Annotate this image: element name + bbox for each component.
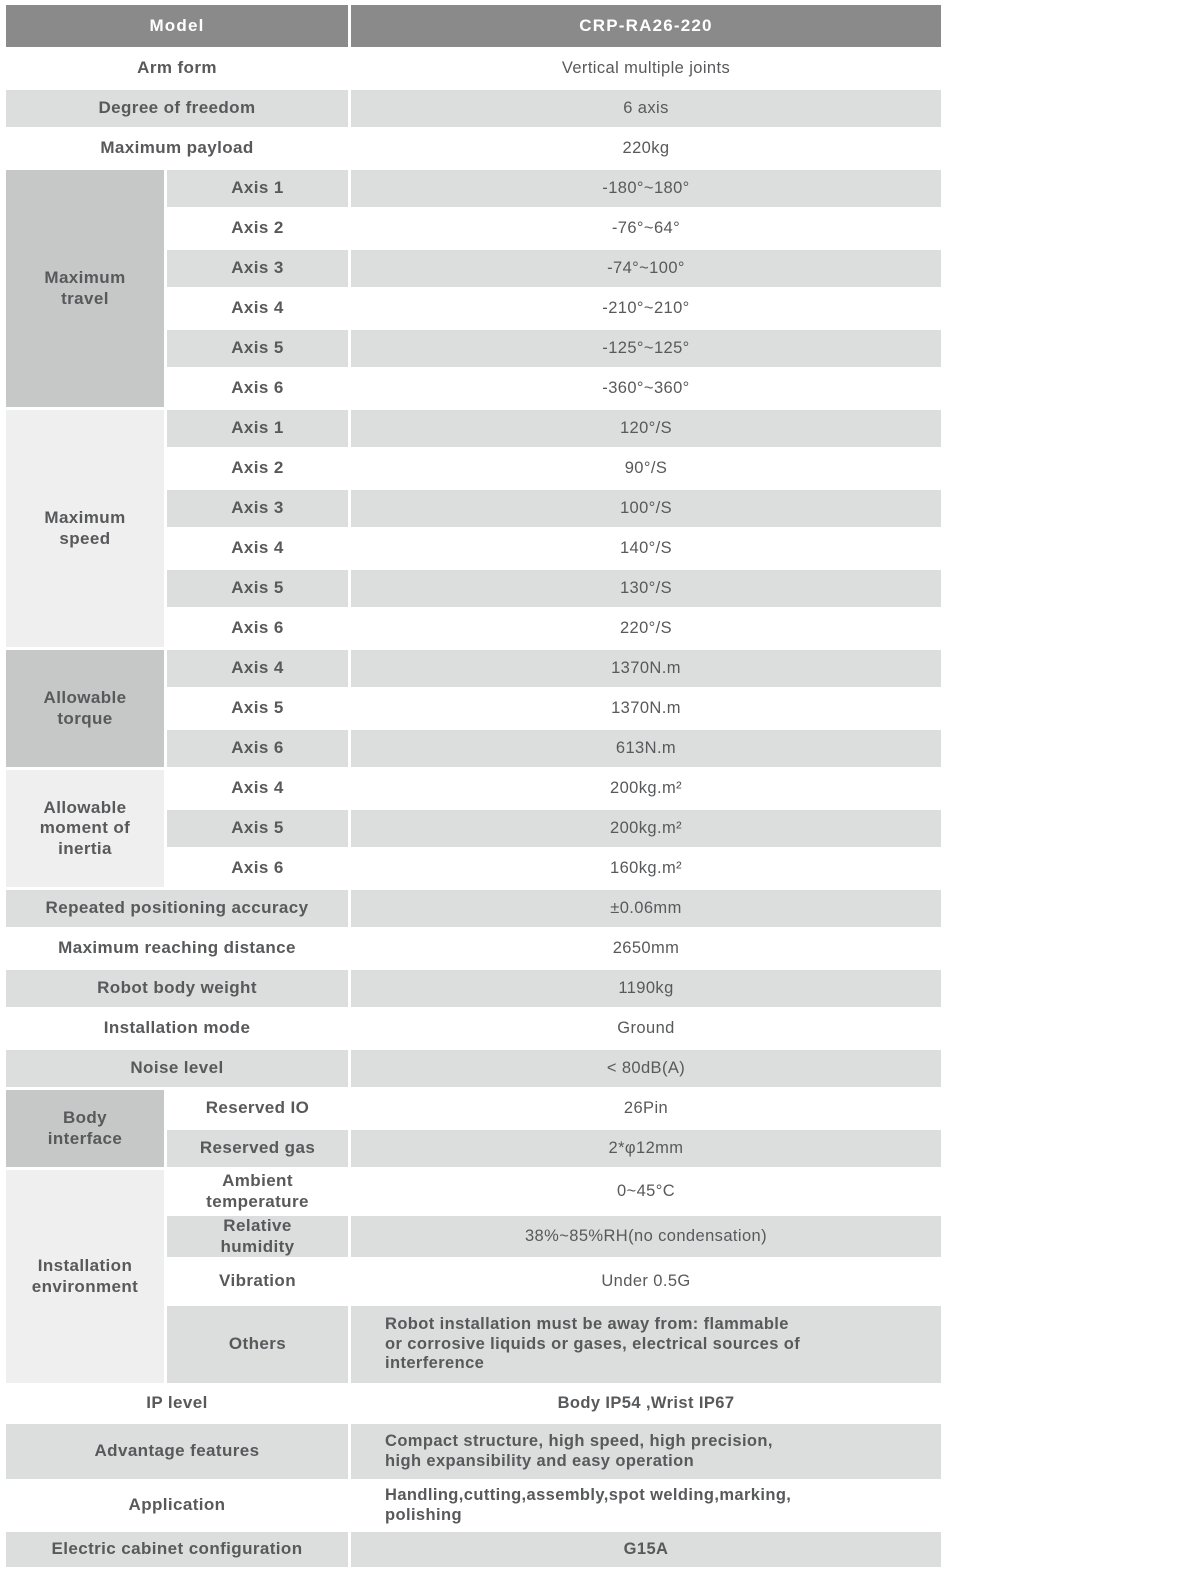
row-value-line: or corrosive liquids or gases, electrical sources of [385, 1334, 801, 1353]
row-value: 26Pin [623, 1098, 669, 1117]
row-label-cell [6, 930, 348, 967]
row-value-cell [351, 210, 941, 247]
row-value-cell [351, 90, 941, 127]
row-value: 120°/S [619, 418, 673, 437]
row-label-cell [6, 1386, 348, 1421]
row-value: -74°~100° [607, 258, 685, 277]
row-value-cell [351, 1260, 941, 1303]
group-label: Maximum speed [44, 508, 126, 548]
row-value: G15A [623, 1539, 669, 1558]
header-model-value-cell [351, 5, 941, 47]
row-value: 1370N.m [611, 658, 681, 677]
group-label: Installation environment [31, 1256, 139, 1296]
section-maximum-speed [6, 410, 941, 647]
row-value-cell [351, 1130, 941, 1167]
sub-label-cell [167, 490, 348, 527]
row-value: 1370N.m [611, 698, 681, 717]
row-label: Axis 1 [231, 418, 284, 438]
section-installation-environment [6, 1170, 941, 1383]
row-value-cell [351, 1386, 941, 1421]
row-value: 220°/S [619, 618, 673, 637]
row-label-cell [6, 130, 348, 167]
row-value: ±0.06mm [610, 898, 682, 917]
row-value: 220kg [622, 138, 670, 157]
row-label: Maximum payload [100, 138, 254, 158]
sub-label-cell [167, 250, 348, 287]
row-value: 200kg.m² [610, 818, 682, 837]
row-label: Axis 6 [231, 618, 284, 638]
sub-label-cell [167, 410, 348, 447]
row-value-cell [351, 890, 941, 927]
row-value-cell [351, 770, 941, 807]
row-value-cell [351, 330, 941, 367]
row-value-cell [351, 1170, 941, 1213]
row-value-cell [351, 650, 941, 687]
sub-label-cell [167, 450, 348, 487]
row-value: 2*φ12mm [608, 1138, 684, 1157]
row-label: Axis 6 [231, 738, 284, 758]
row-value-cell [351, 410, 941, 447]
row-value-cell [351, 290, 941, 327]
section-allowable-moment-of-inertia [6, 770, 941, 887]
row-value-cell [351, 1216, 941, 1257]
row-label: Axis 5 [231, 578, 284, 598]
row-value: 6 axis [623, 98, 669, 117]
row-label: Axis 4 [231, 538, 284, 558]
row-value: < 80dB(A) [606, 1058, 686, 1077]
row-value-line: Compact structure, high speed, high precision, [385, 1431, 773, 1450]
row-value-cell [351, 490, 941, 527]
sub-label-cell [167, 290, 348, 327]
section-body-interface [6, 1090, 941, 1167]
row-value: -360°~360° [602, 378, 690, 397]
row-value: 100°/S [619, 498, 673, 517]
row-value: -76°~64° [611, 218, 681, 237]
model-number: CRP-RA26-220 [579, 16, 713, 35]
row-label: Application [128, 1495, 226, 1515]
sub-label-cell [167, 1260, 348, 1303]
row-value-cell [351, 930, 941, 967]
row-label: Relative humidity [220, 1216, 295, 1256]
sub-label-cell [167, 1306, 348, 1383]
row-label: Ambient temperature [206, 1171, 309, 1211]
row-label: Axis 4 [231, 298, 284, 318]
sub-label-cell [167, 570, 348, 607]
row-value-cell [351, 610, 941, 647]
group-cell-allowable-torque [6, 650, 164, 767]
sub-label-cell [167, 730, 348, 767]
sub-label-cell [167, 1130, 348, 1167]
group-label: Maximum travel [44, 268, 126, 308]
row-label: Electric cabinet configuration [51, 1539, 303, 1559]
row-value-cell [351, 970, 941, 1007]
row-label: Reserved IO [205, 1098, 310, 1118]
sub-label-cell [167, 170, 348, 207]
sub-label-cell [167, 370, 348, 407]
row-label: Noise level [130, 1058, 224, 1078]
section-final-specs [6, 1386, 941, 1567]
row-value-cell [351, 370, 941, 407]
group-cell-maximum-speed [6, 410, 164, 647]
row-label: Axis 2 [231, 218, 284, 238]
sub-label-cell [167, 530, 348, 567]
row-value: Vertical multiple joints [561, 58, 731, 77]
row-value-line: polishing [385, 1505, 462, 1524]
spec-table [6, 5, 941, 1567]
row-value-cell [351, 570, 941, 607]
row-value: Ground [617, 1018, 675, 1037]
row-label: Axis 3 [231, 498, 284, 518]
row-value-line: interference [385, 1354, 485, 1373]
group-cell-body-interface [6, 1090, 164, 1167]
row-label: Axis 2 [231, 458, 284, 478]
row-value-cell [351, 730, 941, 767]
row-label: Maximum reaching distance [58, 938, 296, 958]
table-header-row [6, 5, 941, 47]
row-value-cell [351, 250, 941, 287]
row-value: -180°~180° [602, 178, 690, 197]
row-value-cell [351, 450, 941, 487]
row-value-cell [351, 1050, 941, 1087]
row-value-cell [351, 130, 941, 167]
group-label: Allowable moment of inertia [39, 798, 131, 858]
sub-label-cell [167, 770, 348, 807]
row-value: Under 0.5G [601, 1271, 691, 1290]
row-label: Repeated positioning accuracy [45, 898, 309, 918]
row-value-line: Robot installation must be away from: flammable [385, 1314, 789, 1333]
group-cell-allowable-moment-of-inertia [6, 770, 164, 887]
row-label: Axis 5 [231, 338, 284, 358]
row-label-cell [6, 1532, 348, 1567]
row-label-cell [6, 90, 348, 127]
row-label: Others [228, 1334, 287, 1354]
section-general-specs [6, 890, 941, 1087]
row-value-cell [351, 810, 941, 847]
row-label-cell [6, 1010, 348, 1047]
row-label: Axis 4 [231, 658, 284, 678]
row-label-cell [6, 890, 348, 927]
row-label: Axis 4 [231, 778, 284, 798]
row-value-cell [351, 1090, 941, 1127]
row-value: Body IP54 ,Wrist IP67 [557, 1393, 735, 1412]
row-value-cell [351, 1482, 941, 1529]
group-label: Body interface [47, 1108, 123, 1148]
row-value-cell [351, 1424, 941, 1479]
row-value: 130°/S [619, 578, 673, 597]
row-label-cell [6, 1482, 348, 1529]
row-value: 0~45°C [616, 1181, 676, 1200]
row-label: Axis 5 [231, 698, 284, 718]
row-label: Arm form [137, 58, 217, 78]
row-value-line: high expansibility and easy operation [385, 1451, 695, 1470]
row-label: Axis 5 [231, 818, 284, 838]
group-cell-maximum-travel [6, 170, 164, 407]
row-value: 1190kg [618, 978, 674, 997]
row-label-cell [6, 1050, 348, 1087]
row-label: Axis 3 [231, 258, 284, 278]
row-label: IP level [146, 1393, 208, 1413]
sub-label-cell [167, 850, 348, 887]
row-label: Reserved gas [199, 1138, 316, 1158]
row-label-cell [6, 50, 348, 87]
row-label: Installation mode [103, 1018, 251, 1038]
sub-label-cell [167, 610, 348, 647]
row-value-cell [351, 1306, 941, 1383]
row-value: 200kg.m² [610, 778, 682, 797]
row-value-cell [351, 1010, 941, 1047]
header-model-label: Model [149, 16, 205, 35]
sub-label-cell [167, 1216, 348, 1257]
row-value-cell [351, 530, 941, 567]
group-cell-installation-environment [6, 1170, 164, 1383]
row-value-cell [351, 690, 941, 727]
group-label: Allowable torque [43, 688, 127, 728]
sub-label-cell [167, 810, 348, 847]
sub-label-cell [167, 690, 348, 727]
row-value: 140°/S [619, 538, 673, 557]
sub-label-cell [167, 650, 348, 687]
row-value: 613N.m [615, 738, 677, 757]
row-value: -125°~125° [602, 338, 690, 357]
row-label: Advantage features [94, 1441, 260, 1461]
row-value: 160kg.m² [610, 858, 682, 877]
section-maximum-travel [6, 170, 941, 407]
row-value-cell [351, 1532, 941, 1567]
row-label: Axis 6 [231, 378, 284, 398]
header-model-cell [6, 5, 348, 47]
row-value: 38%~85%RH(no condensation) [524, 1226, 767, 1245]
row-label-cell [6, 970, 348, 1007]
row-value-cell [351, 170, 941, 207]
row-label: Vibration [219, 1271, 296, 1291]
row-value: -210°~210° [602, 298, 690, 317]
row-label: Robot body weight [97, 978, 257, 998]
row-value-line: Handling,cutting,assembly,spot welding,marking, [385, 1485, 792, 1504]
section-allowable-torque [6, 650, 941, 767]
row-value-cell [351, 850, 941, 887]
row-label: Axis 1 [231, 178, 284, 198]
sub-label-cell [167, 1090, 348, 1127]
row-value: 2650mm [612, 938, 680, 957]
section-basic [6, 50, 941, 167]
sub-label-cell [167, 210, 348, 247]
row-label: Degree of freedom [98, 98, 256, 118]
sub-label-cell [167, 330, 348, 367]
sub-label-cell [167, 1170, 348, 1213]
row-value: 90°/S [624, 458, 668, 477]
row-value-cell [351, 50, 941, 87]
row-label-cell [6, 1424, 348, 1479]
row-label: Axis 6 [231, 858, 284, 878]
